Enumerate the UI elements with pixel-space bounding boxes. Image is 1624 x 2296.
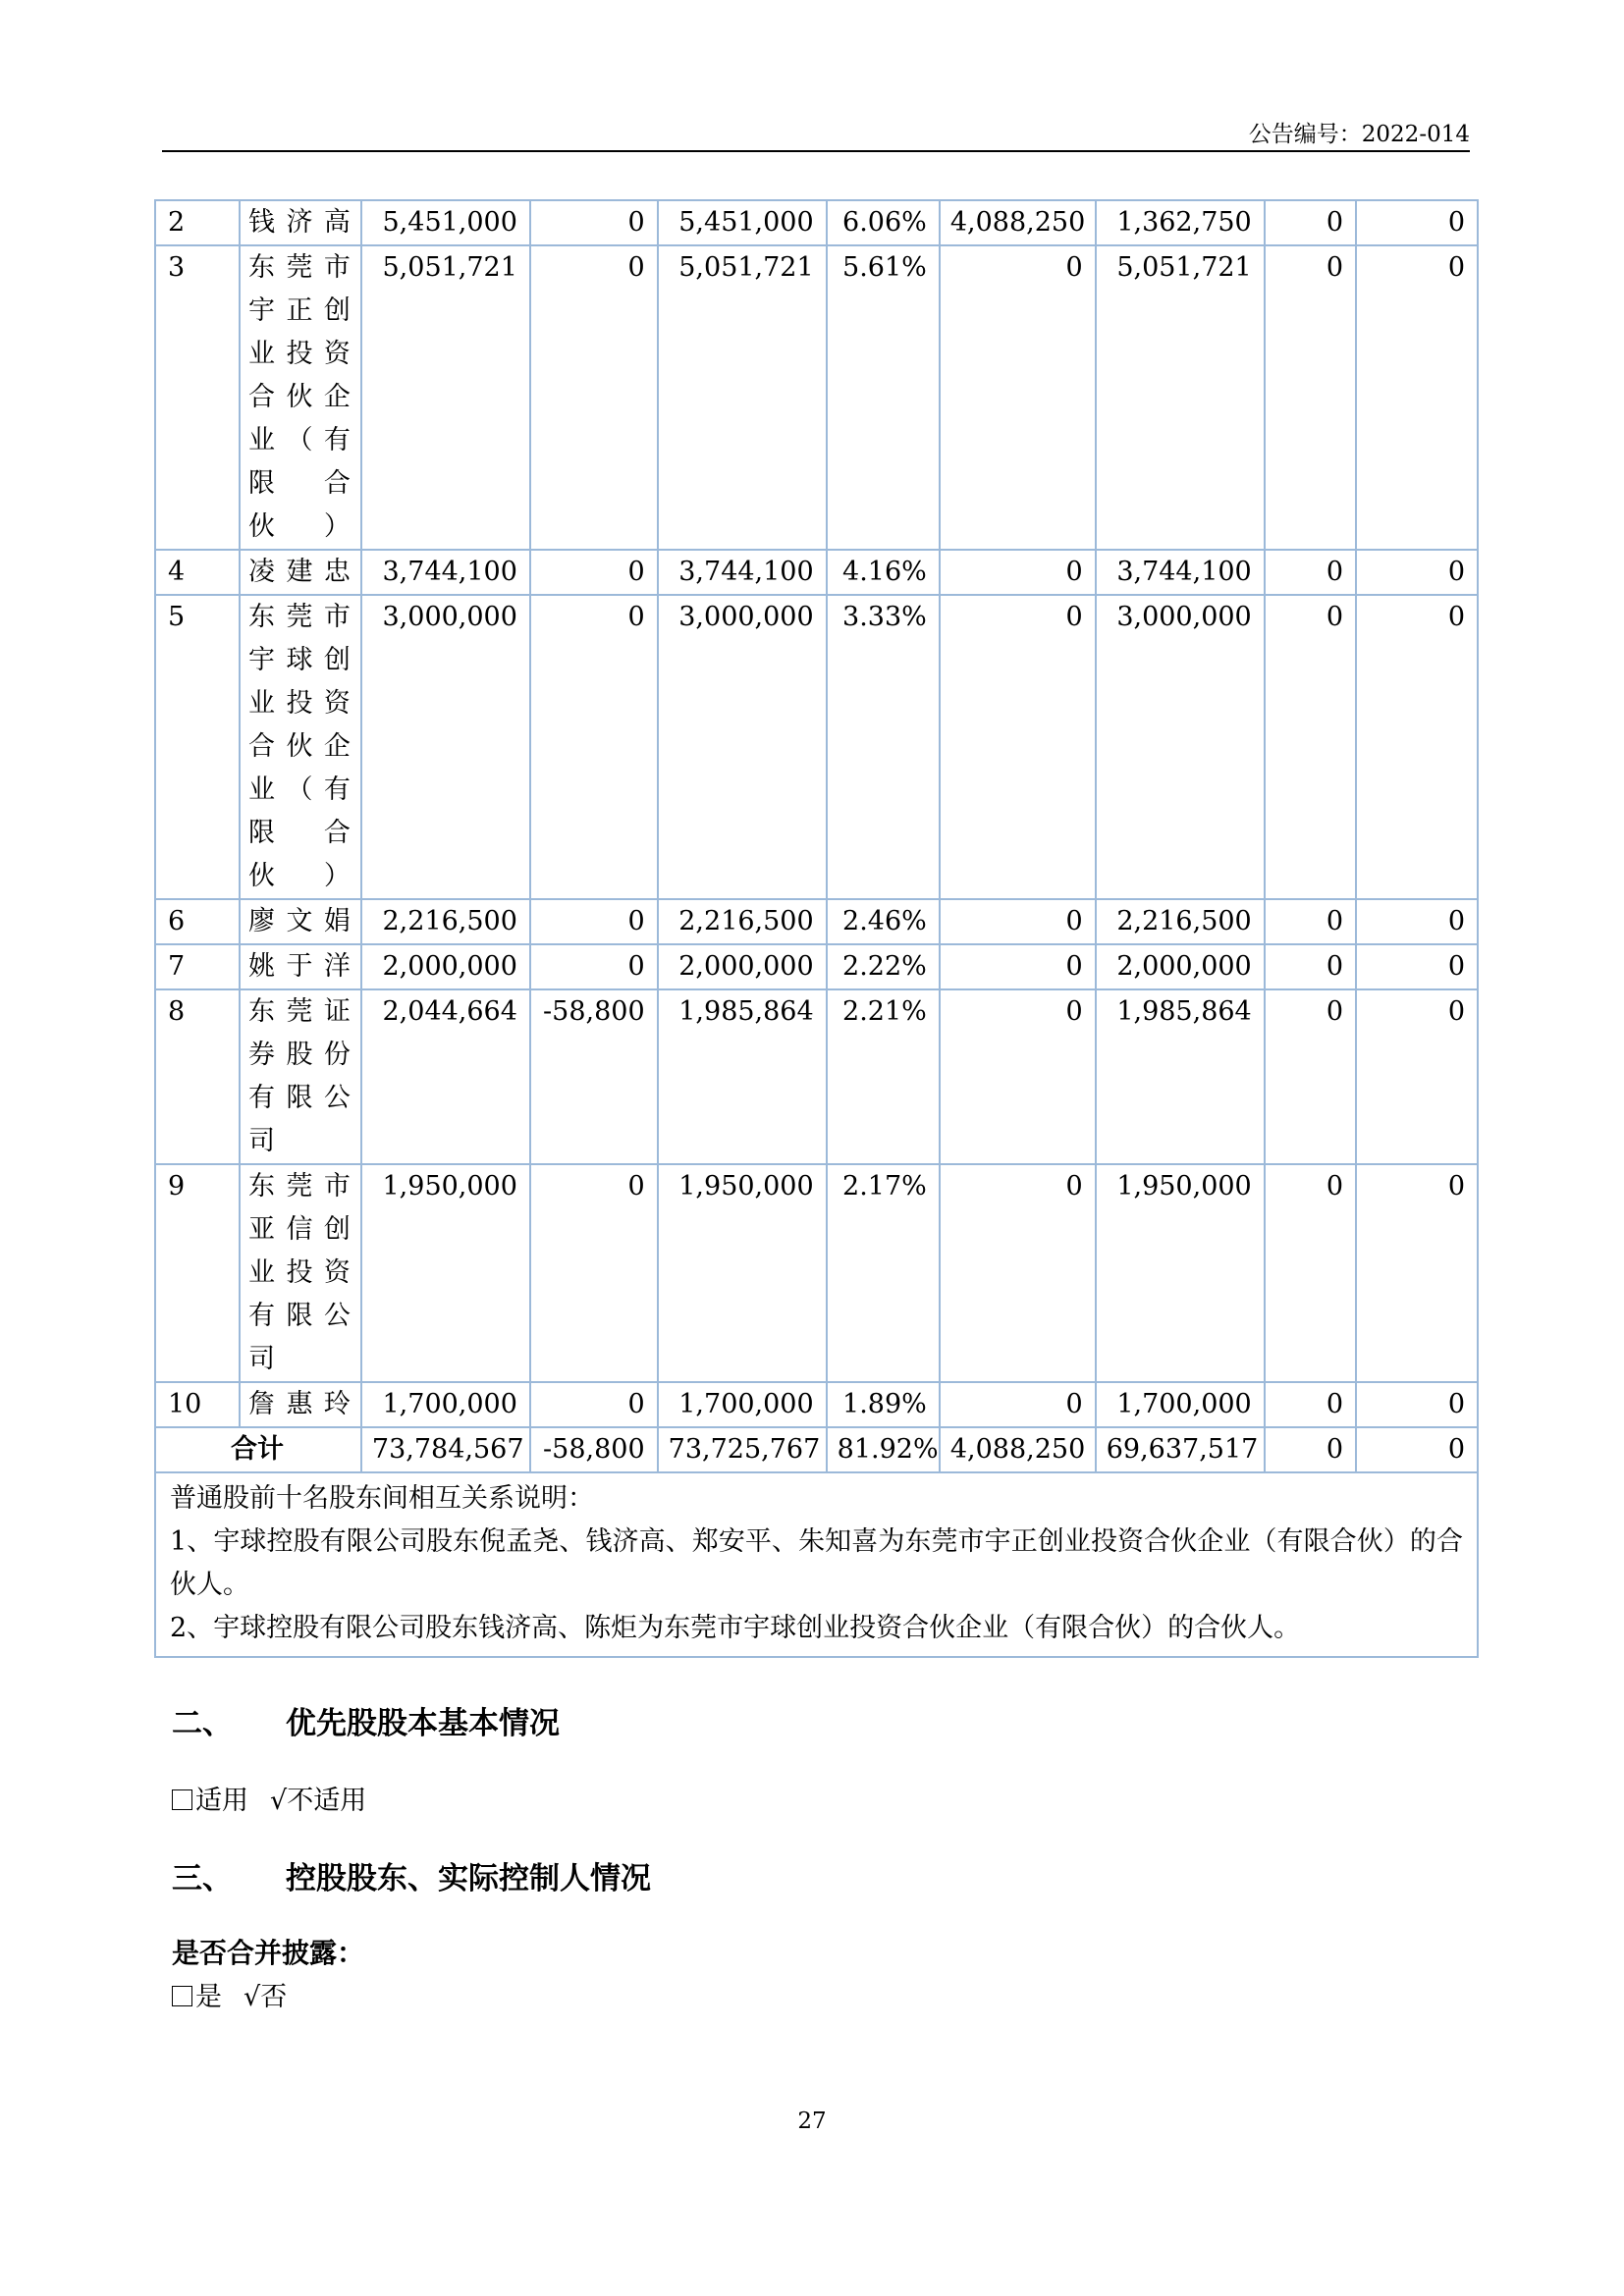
value-cell: 3,000,000 <box>361 595 530 899</box>
yes-label: 是 <box>195 1982 222 2012</box>
value-cell: 1,950,000 <box>361 1164 530 1382</box>
shareholder-name-line: 东莞市 <box>248 602 352 632</box>
shareholder-name-line: 业（有 <box>248 774 352 805</box>
value-cell: 1.89% <box>827 1382 940 1427</box>
shareholder-name-line: 限 合 <box>248 468 352 499</box>
value-cell: 2,000,000 <box>361 944 530 989</box>
shareholder-name-line: 姚于洋 <box>248 951 352 982</box>
row-index: 7 <box>155 944 240 989</box>
row-index: 6 <box>155 899 240 944</box>
shareholder-name-line: 司 <box>248 1126 277 1156</box>
value-cell: 0 <box>940 989 1096 1164</box>
value-cell: 2,000,000 <box>1096 944 1265 989</box>
shareholder-name <box>240 245 361 550</box>
check-mark-icon: √ <box>244 1982 261 2012</box>
shareholder-name-line: 亚信创 <box>248 1214 352 1245</box>
shareholder-name-line: 伙） <box>248 861 352 891</box>
value-cell: 0 <box>940 944 1096 989</box>
value-cell: 0 <box>530 944 658 989</box>
value-cell: 2,216,500 <box>361 899 530 944</box>
value-cell: 0 <box>1265 550 1356 595</box>
top-ten-shareholders-table <box>154 199 1479 1658</box>
row-index: 3 <box>155 245 240 550</box>
table-row <box>155 245 1478 550</box>
value-cell: 1,950,000 <box>658 1164 827 1382</box>
yes-checkbox <box>172 1986 192 2006</box>
total-value-cell: 73,725,767 <box>658 1427 827 1472</box>
total-value-cell: 0 <box>1356 1427 1478 1472</box>
value-cell: 0 <box>1265 595 1356 899</box>
value-cell: 0 <box>940 1164 1096 1382</box>
value-cell: 0 <box>1265 1382 1356 1427</box>
value-cell: 0 <box>940 245 1096 550</box>
value-cell: 0 <box>1265 989 1356 1164</box>
value-cell: 5.61% <box>827 245 940 550</box>
note-title: 普通股前十名股东间相互关系说明： <box>170 1483 594 1514</box>
shareholder-name <box>240 899 361 944</box>
value-cell: 0 <box>1265 944 1356 989</box>
value-cell: 2.46% <box>827 899 940 944</box>
value-cell: 0 <box>1265 245 1356 550</box>
value-cell: 0 <box>940 1382 1096 1427</box>
total-value-cell: 0 <box>1265 1427 1356 1472</box>
shareholder-name-line: 詹惠玲 <box>248 1389 352 1419</box>
value-cell: 0 <box>1356 944 1478 989</box>
section-3-title: 控股股东、实际控制人情况 <box>286 1861 651 1896</box>
shareholder-name-line: 限 合 <box>248 818 352 848</box>
applicable-label: 适用 <box>195 1786 248 1816</box>
value-cell: 5,051,721 <box>361 245 530 550</box>
value-cell: 0 <box>1356 550 1478 595</box>
shareholder-name-line: 业（有 <box>248 425 352 455</box>
table-row <box>155 899 1478 944</box>
shareholder-name-line: 合伙企 <box>248 382 352 412</box>
table-row <box>155 1164 1478 1382</box>
value-cell: 0 <box>1356 1164 1478 1382</box>
table-row <box>155 989 1478 1164</box>
value-cell: 0 <box>1356 899 1478 944</box>
announcement-number: 公告编号：2022-014 <box>1248 122 1470 147</box>
shareholder-name <box>240 550 361 595</box>
total-value-cell: 81.92% <box>827 1427 940 1472</box>
value-cell: 2,000,000 <box>658 944 827 989</box>
page-number: 27 <box>797 2109 827 2134</box>
value-cell: 0 <box>940 899 1096 944</box>
shareholder-name-line: 合伙企 <box>248 731 352 762</box>
value-cell: 1,700,000 <box>658 1382 827 1427</box>
value-cell: 0 <box>530 200 658 245</box>
total-value-cell: 69,637,517 <box>1096 1427 1265 1472</box>
shareholder-name-line: 券股份 <box>248 1040 352 1070</box>
check-mark-icon: √ <box>270 1786 288 1816</box>
table-body <box>155 200 1478 1657</box>
value-cell: 4.16% <box>827 550 940 595</box>
value-cell: 2.21% <box>827 989 940 1164</box>
no-label: 否 <box>260 1982 288 2012</box>
value-cell: 1,700,000 <box>361 1382 530 1427</box>
value-cell: 0 <box>530 550 658 595</box>
shareholder-name-line: 宇正创 <box>248 295 352 326</box>
row-index: 9 <box>155 1164 240 1382</box>
row-index: 10 <box>155 1382 240 1427</box>
shareholder-name <box>240 1382 361 1427</box>
relationship-note <box>155 1472 1478 1657</box>
total-value-cell: 4,088,250 <box>940 1427 1096 1472</box>
value-cell: 1,985,864 <box>658 989 827 1164</box>
value-cell: 0 <box>940 595 1096 899</box>
shareholder-name-line: 钱济高 <box>248 207 352 238</box>
row-index: 5 <box>155 595 240 899</box>
value-cell: 2.22% <box>827 944 940 989</box>
section-3-number: 三、 <box>172 1861 233 1896</box>
value-cell: 0 <box>1265 899 1356 944</box>
shareholder-name-line: 东莞市 <box>248 252 352 283</box>
not-applicable-label: 不适用 <box>287 1786 367 1816</box>
shareholder-name-line: 司 <box>248 1344 277 1374</box>
value-cell: 5,051,721 <box>658 245 827 550</box>
value-cell: 0 <box>530 899 658 944</box>
row-index: 4 <box>155 550 240 595</box>
merge-disclosure-question: 是否合并披露： <box>172 1937 365 1969</box>
shareholder-name-line: 业投资 <box>248 339 352 369</box>
table-row <box>155 200 1478 245</box>
shareholder-name-line: 有限公 <box>248 1301 352 1331</box>
section-3-heading <box>172 1853 651 1897</box>
value-cell: 0 <box>530 595 658 899</box>
value-cell: 6.06% <box>827 200 940 245</box>
value-cell: 5,051,721 <box>1096 245 1265 550</box>
total-row <box>155 1427 1478 1472</box>
shareholder-name <box>240 200 361 245</box>
value-cell: 1,362,750 <box>1096 200 1265 245</box>
relationship-note-row <box>155 1472 1478 1657</box>
shareholder-name-line: 有限公 <box>248 1083 352 1113</box>
section-2-number: 二、 <box>172 1706 233 1741</box>
shareholder-name-line: 东莞证 <box>248 996 352 1027</box>
shareholder-name <box>240 989 361 1164</box>
row-index: 2 <box>155 200 240 245</box>
value-cell: 2.17% <box>827 1164 940 1382</box>
note-line1: 1、宇球控股有限公司股东倪孟尧、钱济高、郑安平、朱知喜为东莞市宇正创业投资合伙企业（有限合伙）的合伙人。 <box>170 1526 1463 1600</box>
value-cell: 3,744,100 <box>1096 550 1265 595</box>
shareholder-name <box>240 595 361 899</box>
shareholder-name-line: 宇球创 <box>248 645 352 675</box>
table-row <box>155 550 1478 595</box>
value-cell: 0 <box>940 550 1096 595</box>
value-cell: 0 <box>530 245 658 550</box>
value-cell: 0 <box>530 1382 658 1427</box>
value-cell: 2,216,500 <box>1096 899 1265 944</box>
value-cell: 1,985,864 <box>1096 989 1265 1164</box>
shareholder-name-line: 凌建忠 <box>248 557 352 587</box>
value-cell: 0 <box>1356 989 1478 1164</box>
value-cell: 0 <box>1356 200 1478 245</box>
value-cell: 0 <box>1356 595 1478 899</box>
value-cell: -58,800 <box>530 989 658 1164</box>
value-cell: 2,216,500 <box>658 899 827 944</box>
applicable-checkbox <box>172 1789 192 1810</box>
value-cell: 0 <box>1356 1382 1478 1427</box>
value-cell: 0 <box>530 1164 658 1382</box>
value-cell: 0 <box>1356 245 1478 550</box>
shareholder-name-line: 东莞市 <box>248 1171 352 1201</box>
section-2-heading <box>172 1698 560 1742</box>
table-row <box>155 1382 1478 1427</box>
section-2-options <box>172 1779 366 1817</box>
total-value-cell: -58,800 <box>530 1427 658 1472</box>
value-cell: 5,451,000 <box>658 200 827 245</box>
value-cell: 0 <box>1265 1164 1356 1382</box>
value-cell: 1,950,000 <box>1096 1164 1265 1382</box>
shareholder-name-line: 业投资 <box>248 688 352 719</box>
value-cell: 0 <box>1265 200 1356 245</box>
total-label: 合计 <box>155 1427 361 1472</box>
row-index: 8 <box>155 989 240 1164</box>
value-cell: 1,700,000 <box>1096 1382 1265 1427</box>
value-cell: 3.33% <box>827 595 940 899</box>
value-cell: 3,744,100 <box>658 550 827 595</box>
shareholder-name <box>240 1164 361 1382</box>
header-divider <box>162 150 1470 152</box>
section-2-title: 优先股股本基本情况 <box>286 1706 560 1741</box>
value-cell: 3,000,000 <box>658 595 827 899</box>
note-line2: 2、宇球控股有限公司股东钱济高、陈炬为东莞市宇球创业投资合伙企业（有限合伙）的合伙人。 <box>170 1613 1301 1643</box>
shareholder-name-line: 业投资 <box>248 1257 352 1288</box>
total-value-cell: 73,784,567 <box>361 1427 530 1472</box>
value-cell: 3,000,000 <box>1096 595 1265 899</box>
table-row <box>155 944 1478 989</box>
shareholder-name-line: 伙） <box>248 511 352 542</box>
shareholder-name <box>240 944 361 989</box>
table-row <box>155 595 1478 899</box>
value-cell: 3,744,100 <box>361 550 530 595</box>
value-cell: 2,044,664 <box>361 989 530 1164</box>
merge-options <box>172 1975 287 2013</box>
shareholder-name-line: 廖文娟 <box>248 906 352 936</box>
value-cell: 5,451,000 <box>361 200 530 245</box>
value-cell: 4,088,250 <box>940 200 1096 245</box>
